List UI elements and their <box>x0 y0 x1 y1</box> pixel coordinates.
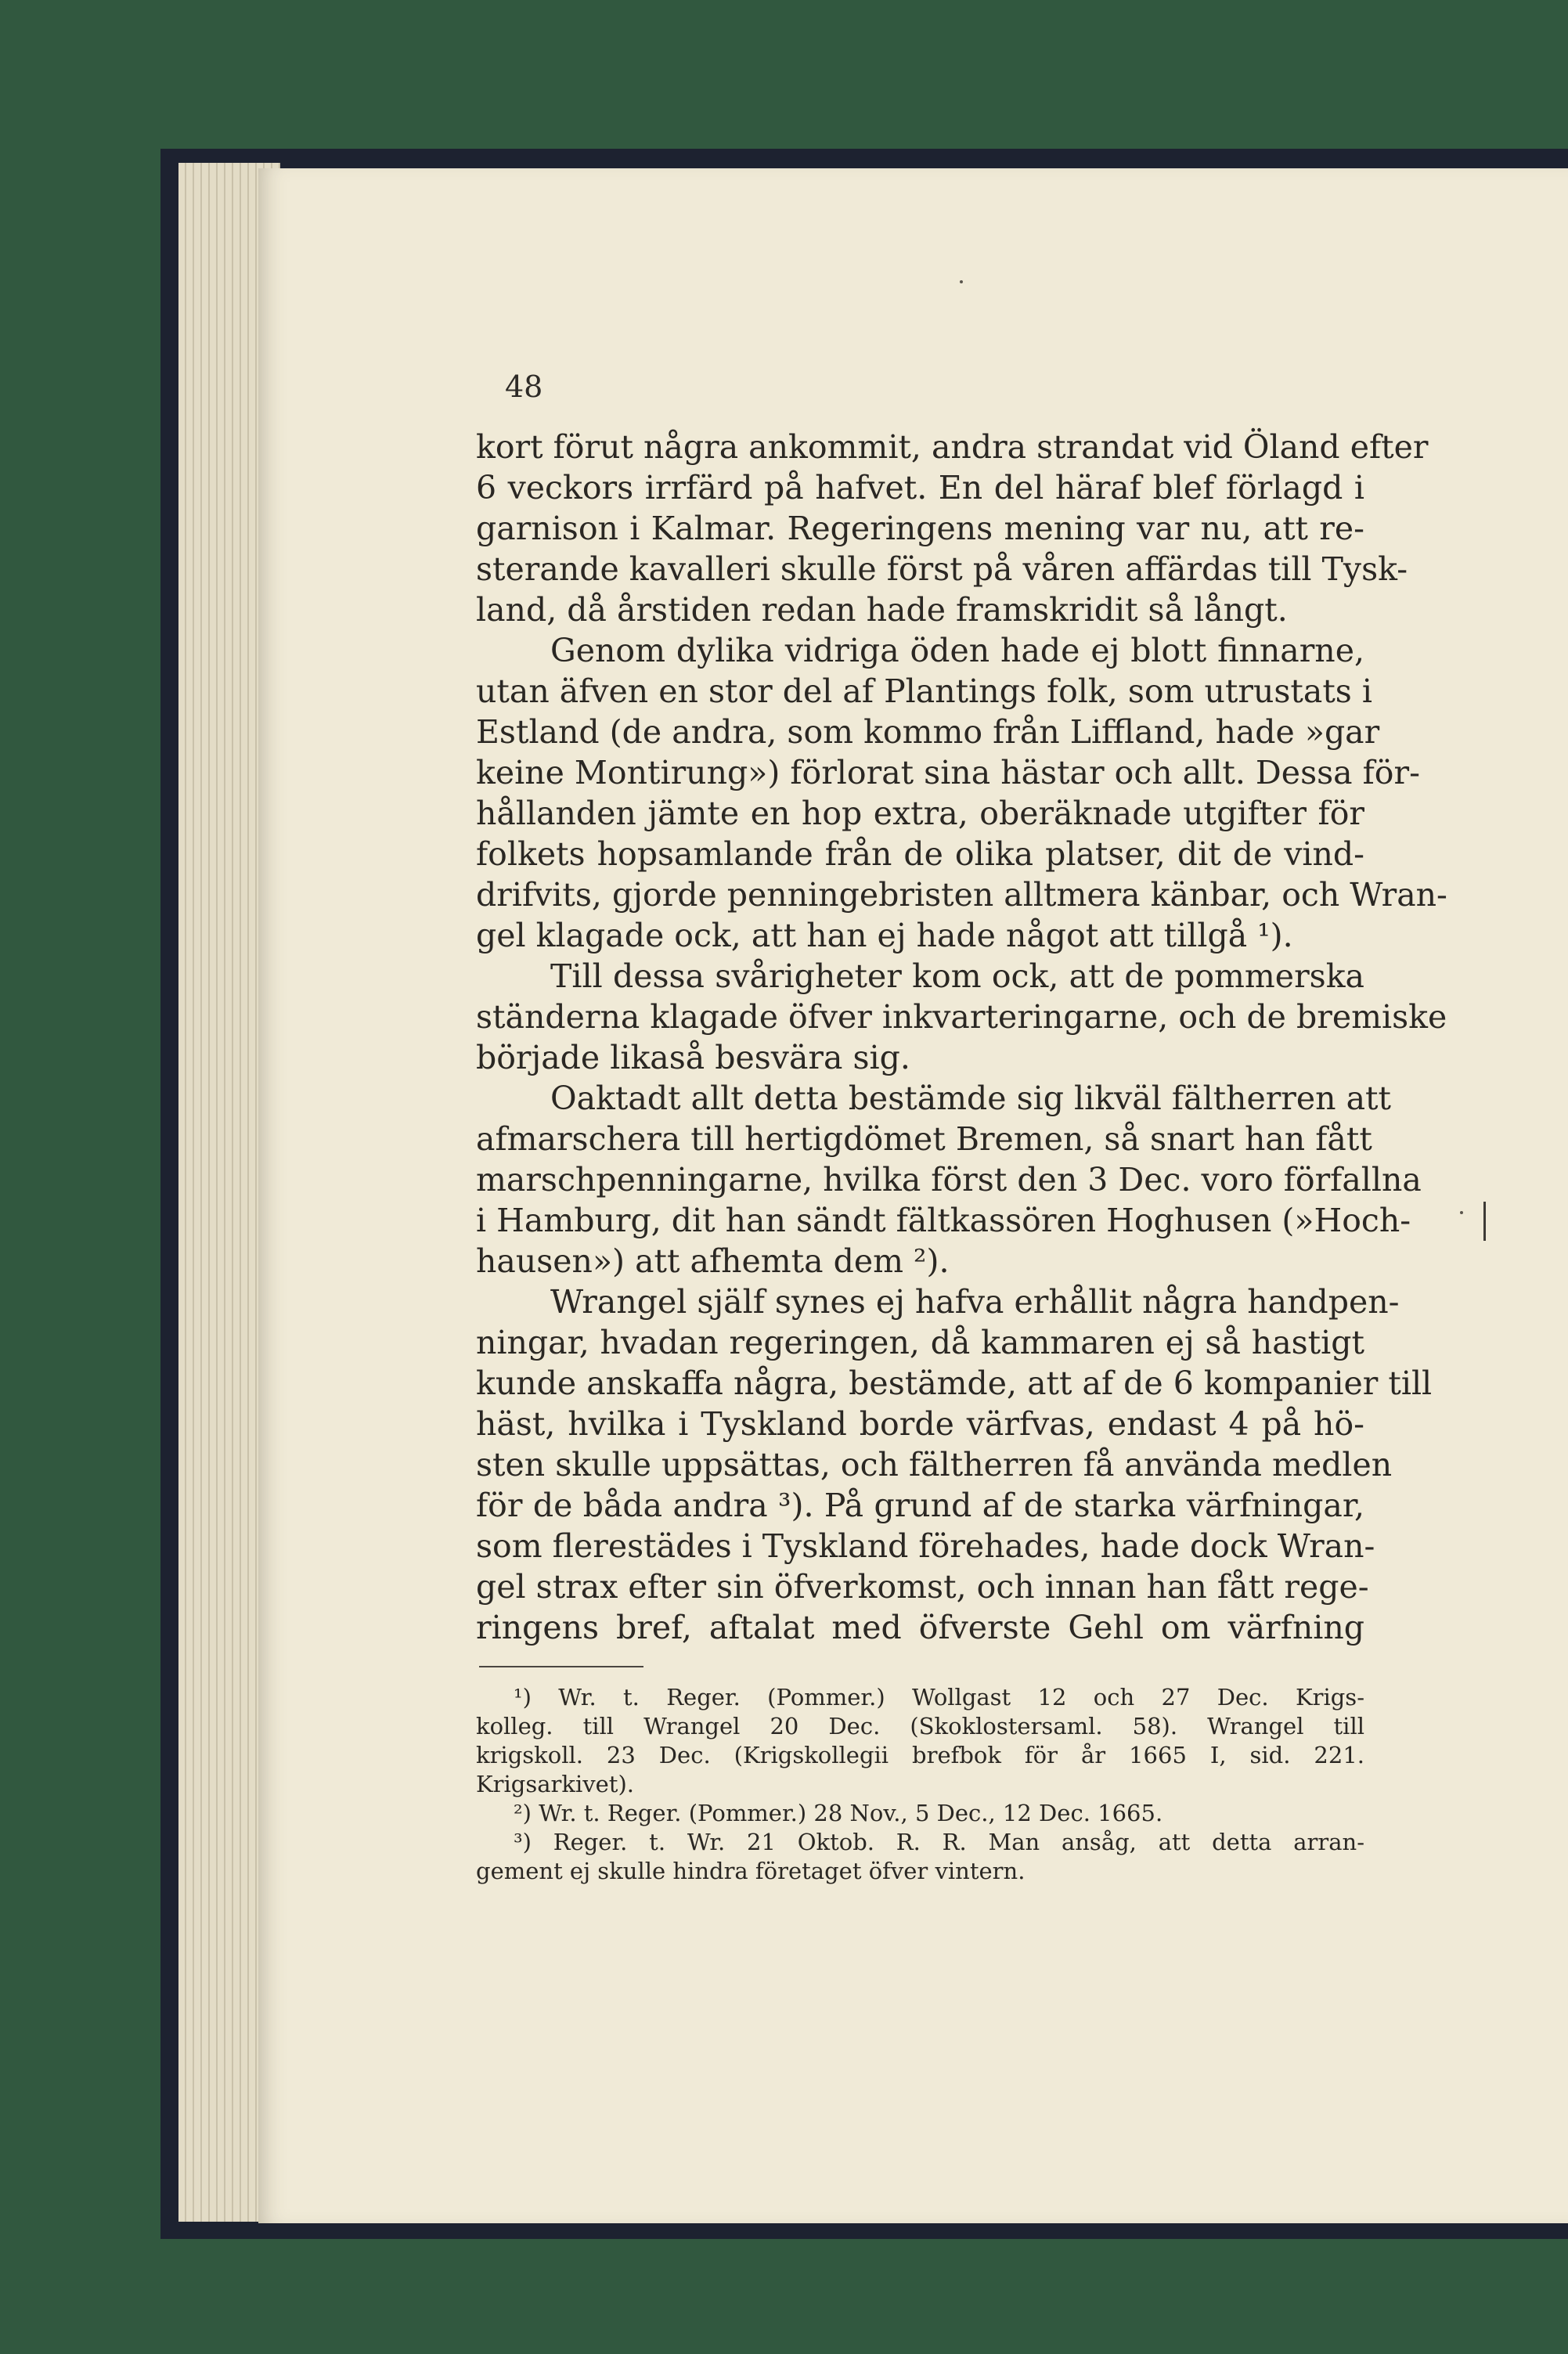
text-line: för de båda andra ³). På grund af de starka värfningar, <box>476 1487 1364 1524</box>
text-line: sten skulle uppsättas, och fältherren få använda medlen <box>476 1446 1393 1483</box>
text-line: land, då årstiden redan hade framskridit så långt. <box>476 591 1288 629</box>
text-line: Oaktadt allt detta bestämde sig likväl fältherren att <box>550 1080 1392 1117</box>
speck <box>960 280 963 283</box>
text-line: kunde anskaffa några, bestämde, att af de 6 kompanier till <box>476 1364 1433 1402</box>
text-line: marschpenningarne, hvilka först den 3 Dec. voro förfallna <box>476 1161 1422 1199</box>
footnote-line: ³) Reger. t. Wr. 21 Oktob. R. R. Man ansåg, att detta arran- <box>514 1829 1364 1855</box>
text-line: ningar, hvadan regeringen, då kammaren ej så hastigt <box>476 1324 1364 1361</box>
text-line: hållanden jämte en hop extra, oberäknade utgifter för <box>476 795 1364 832</box>
text-line: Till dessa svårigheter kom ock, att de pommerska <box>550 957 1364 995</box>
text-line: hausen») att afhemta dem ²). <box>476 1242 950 1280</box>
text-line: Wrangel själf synes ej hafva erhållit några handpen- <box>550 1283 1400 1321</box>
speck <box>1460 1211 1463 1214</box>
footnote-line: ¹) Wr. t. Reger. (Pommer.) Wollgast 12 och 27 Dec. Krigs- <box>514 1684 1364 1711</box>
text-line: började likaså besvära sig. <box>476 1039 910 1076</box>
text-line: gel strax efter sin öfverkomst, och innan han fått rege- <box>476 1568 1369 1606</box>
text-line: kort förut några ankommit, andra strandat vid Öland efter <box>476 428 1429 466</box>
body-text <box>476 427 1447 1648</box>
text-line: som flerestädes i Tyskland förehades, hade dock Wran- <box>476 1527 1375 1565</box>
text-line: ringens bref, aftalat med öfverste Gehl om värfning <box>476 1609 1364 1646</box>
text-line: Genom dylika vidriga öden hade ej blott finnarne, <box>550 632 1364 669</box>
footnote-line: krigskoll. 23 Dec. (Krigskollegii brefbok för år 1665 I, sid. 221. <box>476 1742 1364 1768</box>
text-line: 6 veckors irrfärd på hafvet. En del häraf blef förlagd i <box>476 469 1364 506</box>
text-line: folkets hopsamlande från de olika platser, dit de vind- <box>476 835 1364 873</box>
footnote-line: Krigsarkivet). <box>476 1771 634 1797</box>
page-mark <box>1483 1202 1486 1241</box>
footnote-line: ²) Wr. t. Reger. (Pommer.) 28 Nov., 5 Dec., 12 Dec. 1665. <box>514 1800 1163 1826</box>
footnotes <box>476 1683 1364 1886</box>
text-line: i Hamburg, dit han sändt fältkassören Hoghusen (»Hoch- <box>476 1202 1411 1239</box>
text-line: utan äfven en stor del af Plantings folk, som utrustats i <box>476 672 1372 710</box>
text-line: afmarschera till hertigdömet Bremen, så snart han fått <box>476 1120 1372 1158</box>
text-line: Estland (de andra, som kommo från Liffland, hade »gar <box>476 713 1380 751</box>
text-line: garnison i Kalmar. Regeringens mening var nu, att re- <box>476 510 1364 547</box>
footnote-line: kolleg. till Wrangel 20 Dec. (Skoklostersaml. 58). Wrangel till <box>476 1713 1364 1739</box>
text-line: drifvits, gjorde penningebristen alltmera känbar, och Wran- <box>476 876 1447 914</box>
text-line: sterande kavalleri skulle först på våren affärdas till Tysk- <box>476 550 1408 588</box>
text-line: gel klagade ock, att han ej hade något att tillgå ¹). <box>476 917 1293 954</box>
footnote-divider <box>479 1666 643 1667</box>
text-line: ständerna klagade öfver inkvarteringarne, och de bremiske <box>476 998 1447 1036</box>
text-line: häst, hvilka i Tyskland borde värfvas, endast 4 på hö- <box>476 1405 1364 1443</box>
footnote-line: gement ej skulle hindra företaget öfver vintern. <box>476 1858 1026 1884</box>
page-number: 48 <box>505 370 543 404</box>
text-line: keine Montirung») förlorat sina hästar och allt. Dessa för- <box>476 754 1420 791</box>
